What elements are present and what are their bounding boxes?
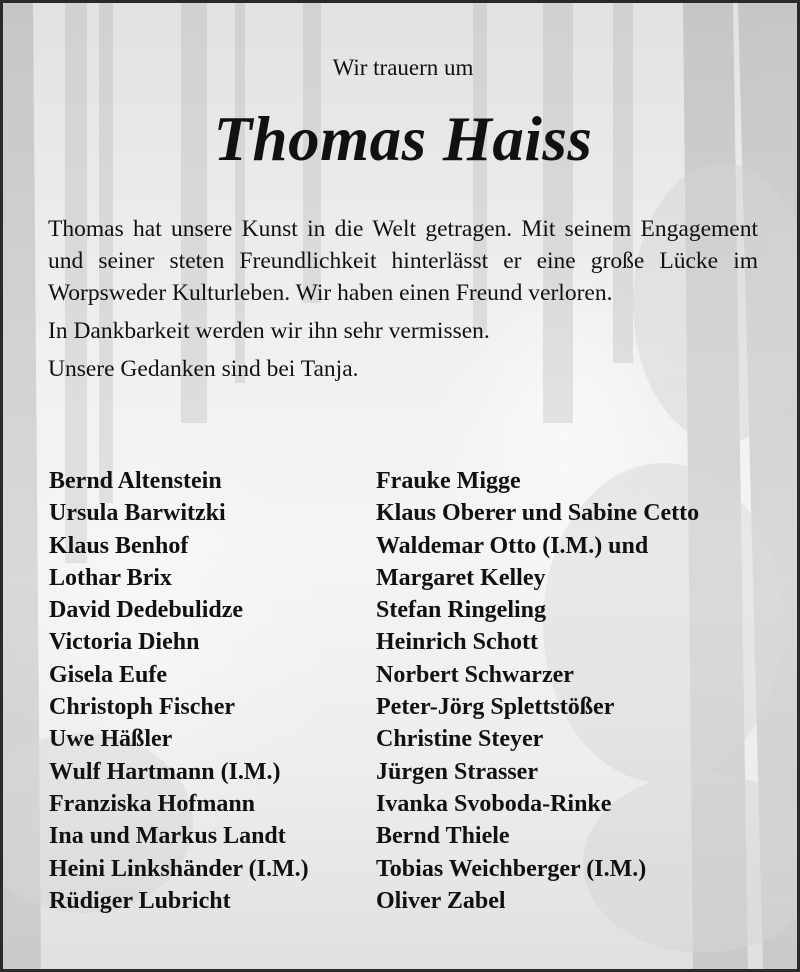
mourner-name: Waldemar Otto (I.M.) und xyxy=(376,532,649,559)
mourner-name: Heini Linkshänder (I.M.) xyxy=(49,855,309,882)
mourner-name: Lothar Brix xyxy=(49,564,172,591)
mourner-name: Stefan Ringeling xyxy=(376,597,547,624)
mourner-name: Tobias Weichberger (I.M.) xyxy=(376,855,647,882)
mourner-name: Frauke Migge xyxy=(376,468,521,494)
mourner-name: Rüdiger Lubricht xyxy=(49,887,231,914)
mourner-name: Klaus Oberer und Sabine Cetto xyxy=(376,500,700,527)
mourner-name: Wulf Hartmann (I.M.) xyxy=(49,758,281,785)
mourner-name: Bernd Altenstein xyxy=(49,468,222,494)
mourners-list-right xyxy=(376,465,786,917)
mourners-list-left xyxy=(49,465,369,917)
deceased-name: Thomas Haiss xyxy=(213,104,593,174)
notice-content xyxy=(3,3,797,969)
mourner-name: Peter-Jörg Splettstößer xyxy=(376,694,615,721)
mourner-name: Oliver Zabel xyxy=(376,887,506,914)
tribute-paragraph: In Dankbarkeit werden wir ihn sehr vermissen. xyxy=(48,318,490,344)
mourner-name: Ursula Barwitzki xyxy=(49,500,226,527)
tribute-text xyxy=(48,213,758,385)
mourner-name: Ivanka Svoboda-Rinke xyxy=(376,790,612,817)
mourner-name: Uwe Häßler xyxy=(49,726,173,753)
mourner-name: Bernd Thiele xyxy=(376,823,510,850)
mourner-name: Gisela Eufe xyxy=(49,661,167,688)
mourner-name: Franziska Hofmann xyxy=(49,790,256,817)
mourner-name: Jürgen Strasser xyxy=(376,758,538,785)
tribute-paragraph: Thomas hat unsere Kunst in die Welt getragen. Mit seinem Engagement und seiner steten Freundlichkeit hinterlässt er eine große Lücke im Worpsweder Kulturleben. Wir haben einen Freund verloren. xyxy=(48,216,758,306)
tribute-paragraph: Unsere Gedanken sind bei Tanja. xyxy=(48,356,359,382)
mourner-name: David Dedebulidze xyxy=(49,597,244,624)
mourner-name: Heinrich Schott xyxy=(376,629,538,656)
mourner-name: Norbert Schwarzer xyxy=(376,661,574,688)
mourner-name: Victoria Diehn xyxy=(49,629,200,656)
intro-line: Wir trauern um xyxy=(332,55,474,80)
mourner-name: Klaus Benhof xyxy=(49,532,189,559)
mourner-name: Ina und Markus Landt xyxy=(49,823,286,850)
mourner-name: Christine Steyer xyxy=(376,726,544,753)
mourner-name: Christoph Fischer xyxy=(49,694,235,721)
mourner-name: Margaret Kelley xyxy=(376,564,546,591)
